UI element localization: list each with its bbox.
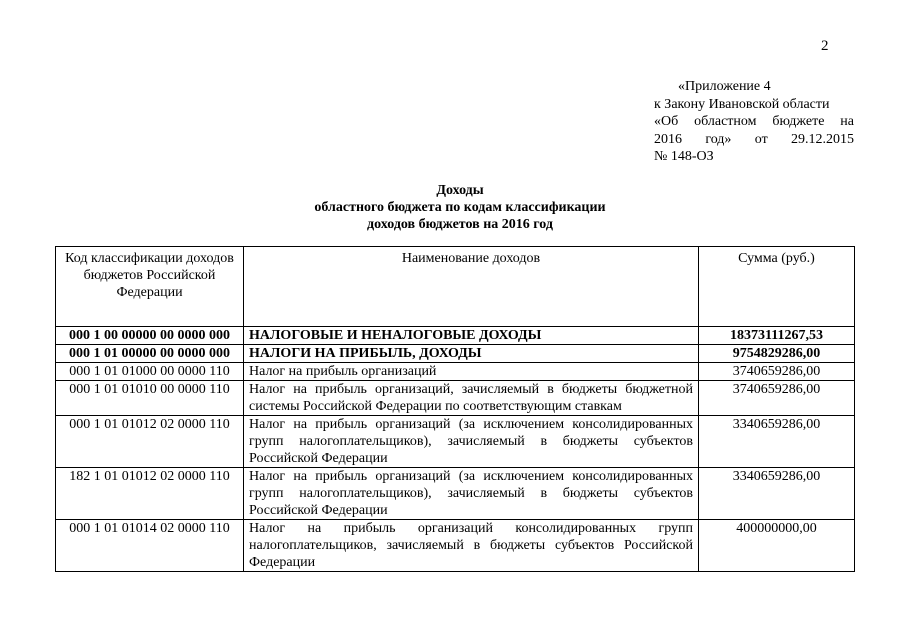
table-row [56,416,855,468]
cell-name: Налог на прибыль организаций консолидированных групп налогоплательщиков, зачисляемый в бюджеты субъектов Российской Федерации [244,520,699,572]
title-line: Доходы [436,183,484,198]
appendix-reference [654,78,854,166]
appendix-line: «Приложение 4 [678,79,771,94]
cell-code: 000 1 01 00000 00 0000 000 [56,345,244,363]
cell-sum: 400000000,00 [699,520,855,572]
header-code: Код классификации доходов бюджетов Российской Федерации [56,247,244,327]
cell-sum: 3740659286,00 [699,363,855,381]
table-header-row [56,247,855,327]
title-line: доходов бюджетов на 2016 год [367,217,553,232]
table-row [56,520,855,572]
table-row [56,327,855,345]
appendix-line: к Закону Ивановской области [654,96,830,112]
cell-sum: 9754829286,00 [699,345,855,363]
cell-code: 000 1 00 00000 00 0000 000 [56,327,244,345]
document-title [230,182,690,233]
table-row [56,345,855,363]
appendix-line: № 148-ОЗ [654,149,714,164]
cell-code: 000 1 01 01010 00 0000 110 [56,381,244,416]
header-sum: Сумма (руб.) [699,247,855,327]
cell-code: 182 1 01 01012 02 0000 110 [56,468,244,520]
page-number: 2 [821,38,829,54]
table-row [56,468,855,520]
cell-name: Налог на прибыль организаций (за исключением консолидированных групп налогоплательщиков), зачисляемый в бюджеты субъектов Российской Федерации [244,416,699,468]
appendix-line: «Об областном бюджете на [654,114,854,129]
table-row [56,363,855,381]
appendix-line: 2016 год» от 29.12.2015 [654,131,854,147]
cell-sum: 3740659286,00 [699,381,855,416]
cell-code: 000 1 01 01000 00 0000 110 [56,363,244,381]
title-line: областного бюджета по кодам классификации [314,200,606,215]
cell-code: 000 1 01 01014 02 0000 110 [56,520,244,572]
table-row [56,381,855,416]
revenue-table [55,246,855,572]
cell-sum: 18373111267,53 [699,327,855,345]
cell-name: НАЛОГИ НА ПРИБЫЛЬ, ДОХОДЫ [244,345,699,363]
cell-name: Налог на прибыль организаций, зачисляемый в бюджеты бюджетной системы Российской Федерации по соответствующим ставкам [244,381,699,416]
cell-sum: 3340659286,00 [699,468,855,520]
header-name: Наименование доходов [244,247,699,327]
cell-name: НАЛОГОВЫЕ И НЕНАЛОГОВЫЕ ДОХОДЫ [244,327,699,345]
cell-name: Налог на прибыль организаций [244,363,699,381]
table-body [56,327,855,572]
cell-code: 000 1 01 01012 02 0000 110 [56,416,244,468]
cell-sum: 3340659286,00 [699,416,855,468]
cell-name: Налог на прибыль организаций (за исключением консолидированных групп налогоплательщиков), зачисляемый в бюджеты субъектов Российской Федерации [244,468,699,520]
